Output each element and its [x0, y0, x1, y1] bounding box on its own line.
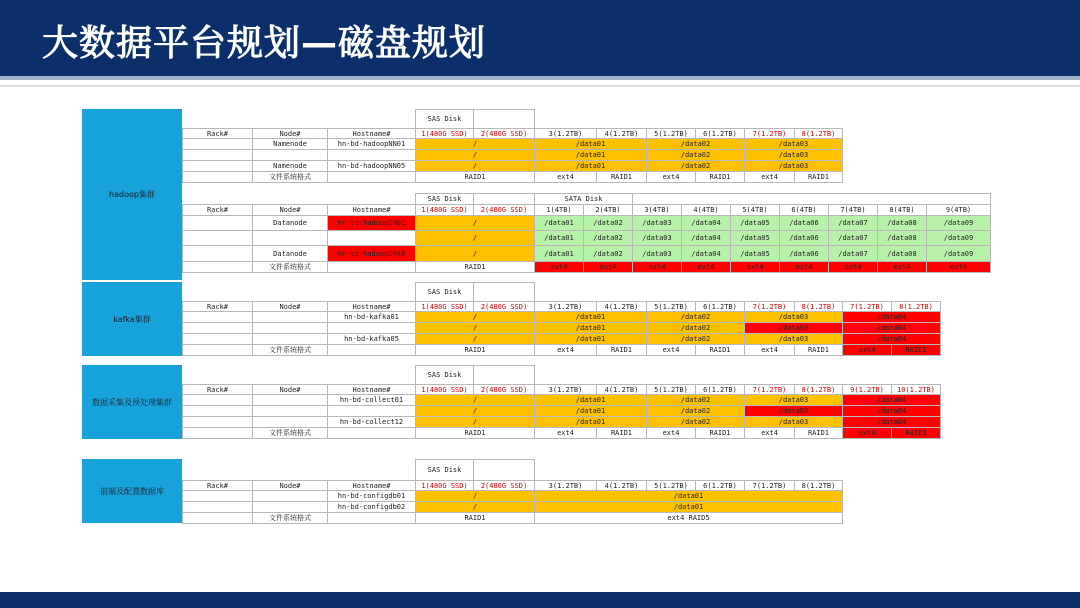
rack-cell — [182, 230, 253, 246]
mount-data-cell: /data09 — [926, 245, 991, 262]
disk-column-header: 8(1.2TB) — [794, 128, 843, 139]
sas-disk-header: SAS Disk — [415, 282, 474, 302]
fs-raid1: RAID1 — [695, 344, 745, 356]
disk-column-header: 4(4TB) — [681, 204, 731, 216]
disk-column-header: 1(480G SSD) — [415, 301, 474, 312]
mount-data04: /data04 — [842, 322, 941, 334]
fs-ext4: ext4 — [646, 171, 696, 183]
mount-data-cell: /data02 — [583, 245, 633, 262]
mount-data03: /data03 — [744, 311, 843, 323]
mount-data-cell: /data02 — [583, 215, 633, 231]
disk-column-header: 8(1.2TB) — [794, 480, 843, 491]
fs-ext4: ext4 — [646, 427, 696, 439]
blank-cell — [473, 282, 535, 302]
disk-column-header: 3(1.2TB) — [534, 480, 597, 491]
cluster-label-hadoop: hadoop集群 — [82, 109, 182, 280]
blank-cell — [327, 344, 416, 356]
disk-column-header: 6(1.2TB) — [695, 301, 745, 312]
column-header-hostname: Hostname# — [327, 128, 416, 139]
ssd-mount: / — [415, 160, 535, 172]
rack-cell — [182, 171, 253, 183]
rack-cell — [182, 261, 253, 273]
blank-cell — [473, 459, 535, 481]
disk-column-header: 8(1.2TB) — [891, 301, 941, 312]
fs-raid1: RAID1 — [891, 344, 941, 356]
mount-data02: /data02 — [646, 160, 745, 172]
column-header-node: Node# — [252, 301, 328, 312]
disk-column-header: 2(480G SSD) — [473, 301, 535, 312]
disk-column-header: 6(1.2TB) — [695, 480, 745, 491]
disk-column-header: 7(4TB) — [828, 204, 878, 216]
ssd-mount: / — [415, 333, 535, 345]
hostname-cell: hn-bd-hadoopDN01 — [327, 215, 416, 231]
disk-column-header: 4(1.2TB) — [596, 384, 647, 395]
rack-cell — [182, 215, 253, 231]
mount-data04: /data04 — [842, 394, 941, 406]
mount-data02: /data02 — [646, 322, 745, 334]
node-cell: Datanode — [252, 245, 328, 262]
disk-column-header: 2(480G SSD) — [473, 384, 535, 395]
mount-data-cell: /data04 — [681, 230, 731, 246]
blank-cell — [327, 427, 416, 439]
mount-data-cell: /data08 — [877, 215, 927, 231]
ssd-mount: / — [415, 138, 535, 150]
fs-format-label: 文件系统格式 — [252, 512, 328, 524]
column-header-node: Node# — [252, 480, 328, 491]
ssd-mount: / — [415, 311, 535, 323]
fs-ext4: ext4 — [744, 427, 795, 439]
disk-column-header: 1(480G SSD) — [415, 128, 474, 139]
mount-data-cell: /data03 — [632, 215, 682, 231]
fs-raid1: RAID1 — [695, 427, 745, 439]
title-bar — [0, 0, 1080, 80]
column-header-hostname: Hostname# — [327, 301, 416, 312]
mount-data01: /data01 — [534, 311, 647, 323]
hostname-cell: hn-bd-hadoopNN01 — [327, 138, 416, 150]
mount-data-cell: /data08 — [877, 245, 927, 262]
node-cell: Namenode — [252, 138, 328, 150]
fs-raid1: RAID1 — [415, 261, 535, 273]
disk-column-header: 4(1.2TB) — [596, 128, 647, 139]
mount-data-cell: /data04 — [681, 215, 731, 231]
mount-data04: /data04 — [842, 405, 941, 417]
mount-data02: /data02 — [646, 138, 745, 150]
fs-raid1: RAID1 — [415, 344, 535, 356]
disk-column-header: 2(480G SSD) — [473, 480, 535, 491]
mount-data-cell: /data09 — [926, 215, 991, 231]
ssd-mount: / — [415, 230, 535, 246]
mount-data01: /data01 — [534, 490, 843, 502]
rack-cell — [182, 245, 253, 262]
node-cell: Namenode — [252, 160, 328, 172]
fs-raid1: RAID1 — [794, 171, 843, 183]
mount-data01: /data01 — [534, 394, 647, 406]
mount-data01: /data01 — [534, 322, 647, 334]
mount-data-cell: /data01 — [534, 230, 584, 246]
ssd-mount: / — [415, 405, 535, 417]
mount-data03: /data03 — [744, 416, 843, 428]
disk-column-header: 1(480G SSD) — [415, 480, 474, 491]
fs-ext4: ext4 — [583, 261, 633, 273]
fs-ext4: ext4 — [646, 344, 696, 356]
mount-data03: /data03 — [744, 160, 843, 172]
disk-column-header: 3(4TB) — [632, 204, 682, 216]
ssd-mount: / — [415, 416, 535, 428]
fs-ext4: ext4 — [842, 427, 892, 439]
disk-column-header: 2(4TB) — [583, 204, 633, 216]
mount-data-cell: /data04 — [681, 245, 731, 262]
mount-data02: /data02 — [646, 311, 745, 323]
blank-cell — [473, 109, 535, 129]
sas-disk-header: SAS Disk — [415, 193, 474, 205]
mount-data-cell: /data05 — [730, 230, 780, 246]
mount-data-cell: /data01 — [534, 245, 584, 262]
cluster-label-config: 前端及配置数据库 — [82, 459, 182, 523]
column-header-hostname: Hostname# — [327, 384, 416, 395]
rack-cell — [182, 512, 253, 524]
mount-data01: /data01 — [534, 333, 647, 345]
fs-raid1: RAID1 — [596, 344, 647, 356]
fs-ext4: ext4 — [730, 261, 780, 273]
fs-ext4: ext4 — [534, 261, 584, 273]
fs-raid1: RAID1 — [415, 512, 535, 524]
mount-data03: /data03 — [744, 405, 843, 417]
ssd-mount: / — [415, 501, 535, 513]
cluster-label-collect: 数据采集及预处理集群 — [82, 365, 182, 439]
disk-column-header: 6(4TB) — [779, 204, 829, 216]
mount-data-cell: /data08 — [877, 230, 927, 246]
fs-raid1: RAID1 — [415, 427, 535, 439]
footer-bar — [0, 592, 1080, 608]
mount-data02: /data02 — [646, 405, 745, 417]
mount-data02: /data02 — [646, 149, 745, 161]
mount-data02: /data02 — [646, 333, 745, 345]
mount-data-cell: /data07 — [828, 245, 878, 262]
column-header-node: Node# — [252, 128, 328, 139]
fs-raid1: RAID1 — [596, 171, 647, 183]
column-header-rack: Rack# — [182, 128, 253, 139]
mount-data-cell: /data07 — [828, 215, 878, 231]
fs-raid1: RAID1 — [794, 344, 843, 356]
fs-ext4: ext4 — [632, 261, 682, 273]
mount-data-cell: /data05 — [730, 245, 780, 262]
blank-cell — [327, 261, 416, 273]
disk-column-header: 5(1.2TB) — [646, 480, 696, 491]
fs-ext4: ext4 — [926, 261, 991, 273]
disk-column-header: 1(480G SSD) — [415, 204, 474, 216]
ssd-mount: / — [415, 490, 535, 502]
mount-data04: /data04 — [842, 416, 941, 428]
mount-data03: /data03 — [744, 394, 843, 406]
disk-column-header: 6(1.2TB) — [695, 384, 745, 395]
disk-column-header: 5(1.2TB) — [646, 128, 696, 139]
page-title: 大数据平台规划—磁盘规划 — [42, 23, 487, 64]
mount-data03: /data03 — [744, 149, 843, 161]
ssd-mount: / — [415, 322, 535, 334]
blank-cell — [327, 512, 416, 524]
mount-data-cell: /data02 — [583, 230, 633, 246]
sata-disk-header: SATA Disk — [534, 193, 633, 205]
disk-column-header: 6(1.2TB) — [695, 128, 745, 139]
sas-disk-header: SAS Disk — [415, 365, 474, 385]
column-header-rack: Rack# — [182, 301, 253, 312]
hostname-cell: hn-bd-collect01 — [327, 394, 416, 406]
blank-cell — [473, 365, 535, 385]
disk-column-header: 10(1.2TB) — [891, 384, 941, 395]
mount-data01: /data01 — [534, 138, 647, 150]
mount-data03: /data03 — [744, 322, 843, 334]
fs-raid1: RAID1 — [415, 171, 535, 183]
rack-cell — [182, 427, 253, 439]
mount-data-cell: /data07 — [828, 230, 878, 246]
ssd-mount: / — [415, 245, 535, 262]
fs-raid1: RAID1 — [695, 171, 745, 183]
mount-data02: /data02 — [646, 416, 745, 428]
disk-column-header: 8(1.2TB) — [794, 301, 843, 312]
hostname-cell: hn-bd-configdb02 — [327, 501, 416, 513]
disk-column-header: 1(4TB) — [534, 204, 584, 216]
fs-ext4: ext4 — [779, 261, 829, 273]
column-header-rack: Rack# — [182, 384, 253, 395]
mount-data01: /data01 — [534, 405, 647, 417]
disk-column-header: 7(1.2TB) — [744, 480, 795, 491]
fs-ext4: ext4 — [681, 261, 731, 273]
disk-column-header: 3(1.2TB) — [534, 128, 597, 139]
hostname-cell: hn-bd-hadoopDN48 — [327, 245, 416, 262]
disk-column-header: 5(1.2TB) — [646, 301, 696, 312]
sas-disk-header: SAS Disk — [415, 109, 474, 129]
column-header-node: Node# — [252, 384, 328, 395]
mount-data04: /data04 — [842, 333, 941, 345]
mount-data03: /data03 — [744, 138, 843, 150]
disk-column-header: 9(4TB) — [926, 204, 991, 216]
column-header-rack: Rack# — [182, 480, 253, 491]
node-cell — [252, 230, 328, 246]
fs-format-label: 文件系统格式 — [252, 261, 328, 273]
mount-data-cell: /data06 — [779, 245, 829, 262]
disk-column-header: 5(4TB) — [730, 204, 780, 216]
fs-ext4: ext4 — [744, 171, 795, 183]
hostname-cell: hn-bd-kafka05 — [327, 333, 416, 345]
cluster-label-kafka: kafka集群 — [82, 282, 182, 356]
title-underline — [0, 76, 1080, 80]
mount-data01: /data01 — [534, 416, 647, 428]
disk-column-header: 3(1.2TB) — [534, 384, 597, 395]
mount-data-cell: /data09 — [926, 230, 991, 246]
fs-raid1: RAID1 — [794, 427, 843, 439]
column-header-hostname: Hostname# — [327, 204, 416, 216]
disk-column-header: 2(480G SSD) — [473, 128, 535, 139]
mount-data-cell: /data06 — [779, 230, 829, 246]
mount-data-cell: /data03 — [632, 245, 682, 262]
hostname-cell: hn-bd-configdb01 — [327, 490, 416, 502]
fs-ext4: ext4 — [828, 261, 878, 273]
disk-column-header: 8(1.2TB) — [794, 384, 843, 395]
column-header-node: Node# — [252, 204, 328, 216]
disk-column-header: 7(1.2TB) — [842, 301, 892, 312]
fs-ext4: ext4 — [534, 171, 597, 183]
mount-data-cell: /data01 — [534, 215, 584, 231]
mount-data-cell: /data06 — [779, 215, 829, 231]
disk-column-header: 4(1.2TB) — [596, 301, 647, 312]
fs-format-label: 文件系统格式 — [252, 427, 328, 439]
ssd-mount: / — [415, 394, 535, 406]
rack-cell — [182, 344, 253, 356]
disk-column-header: 7(1.2TB) — [744, 301, 795, 312]
mount-data03: /data03 — [744, 333, 843, 345]
blank-cell — [327, 171, 416, 183]
ssd-mount: / — [415, 149, 535, 161]
hostname-cell: hn-bd-kafka01 — [327, 311, 416, 323]
disk-column-header: 7(1.2TB) — [744, 384, 795, 395]
disk-column-header: 1(480G SSD) — [415, 384, 474, 395]
mount-data02: /data02 — [646, 394, 745, 406]
hostname-cell: hn-bd-collect12 — [327, 416, 416, 428]
fs-ext4-raid5: ext4 RAID5 — [534, 512, 843, 524]
fs-format-label: 文件系统格式 — [252, 171, 328, 183]
fs-raid1: RAID1 — [596, 427, 647, 439]
node-cell: Datanode — [252, 215, 328, 231]
fs-ext4: ext4 — [842, 344, 892, 356]
mount-data-cell: /data03 — [632, 230, 682, 246]
fs-format-label: 文件系统格式 — [252, 344, 328, 356]
disk-column-header: 2(480G SSD) — [473, 204, 535, 216]
fs-ext4: ext4 — [744, 344, 795, 356]
hostname-cell: hn-bd-hadoopNN05 — [327, 160, 416, 172]
fs-raid1: RAID1 — [891, 427, 941, 439]
fs-ext4: ext4 — [877, 261, 927, 273]
disk-column-header: 3(1.2TB) — [534, 301, 597, 312]
disk-column-header: 4(1.2TB) — [596, 480, 647, 491]
fs-ext4: ext4 — [534, 427, 597, 439]
sas-disk-header: SAS Disk — [415, 459, 474, 481]
mount-data01: /data01 — [534, 149, 647, 161]
ssd-mount: / — [415, 215, 535, 231]
mount-data-cell: /data05 — [730, 215, 780, 231]
title-separator — [0, 85, 1080, 87]
mount-data01: /data01 — [534, 160, 647, 172]
hostname-cell — [327, 230, 416, 246]
column-header-hostname: Hostname# — [327, 480, 416, 491]
disk-column-header: 8(4TB) — [877, 204, 927, 216]
disk-column-header: 5(1.2TB) — [646, 384, 696, 395]
mount-data04: /data04 — [842, 311, 941, 323]
fs-ext4: ext4 — [534, 344, 597, 356]
disk-column-header: 7(1.2TB) — [744, 128, 795, 139]
disk-column-header: 9(1.2TB) — [842, 384, 892, 395]
mount-data01: /data01 — [534, 501, 843, 513]
column-header-rack: Rack# — [182, 204, 253, 216]
